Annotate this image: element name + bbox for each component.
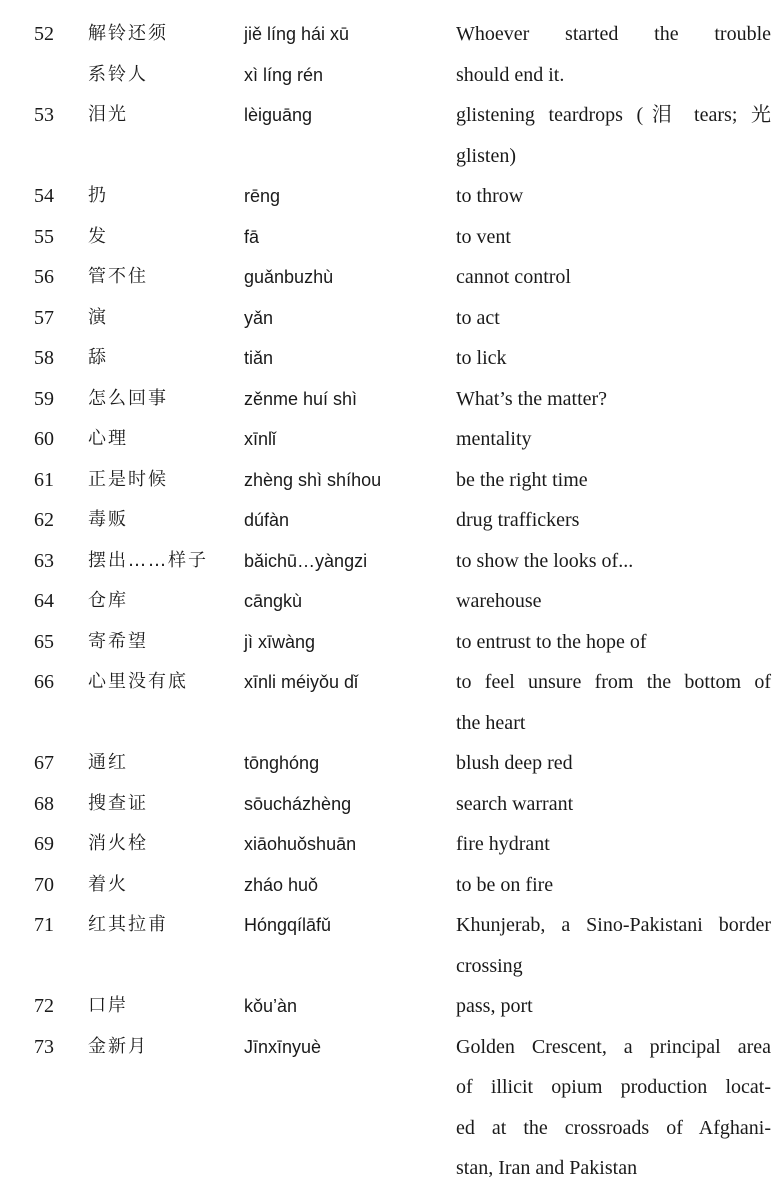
chinese-term xyxy=(88,257,238,298)
pinyin-reading-line: Hóngqílāfǔ xyxy=(244,915,332,935)
pinyin-reading-line: jì xīwàng xyxy=(244,631,316,652)
chinese-term-line: 管不住 xyxy=(88,266,148,287)
chinese-term xyxy=(88,784,238,825)
english-gloss-line: to lick xyxy=(456,347,507,369)
english-gloss-line: glistening teardrops (泪 tears; 光 xyxy=(456,104,771,126)
chinese-term-line: 金新月 xyxy=(88,1035,148,1057)
chinese-term xyxy=(88,338,238,379)
chinese-term xyxy=(88,176,238,217)
vocab-entry xyxy=(0,500,784,541)
english-gloss xyxy=(456,500,771,541)
vocab-entry xyxy=(0,662,784,743)
chinese-term xyxy=(88,743,238,784)
pinyin-reading xyxy=(244,743,449,784)
vocab-entry xyxy=(0,460,784,501)
pinyin-reading xyxy=(244,419,449,460)
chinese-term xyxy=(88,865,238,906)
entry-number: 60 xyxy=(34,428,54,450)
entry-number: 56 xyxy=(34,266,54,288)
entry-number: 63 xyxy=(34,549,54,572)
pinyin-reading xyxy=(244,581,449,622)
english-gloss xyxy=(456,176,771,217)
english-gloss xyxy=(456,541,771,582)
pinyin-reading xyxy=(244,14,449,95)
chinese-term xyxy=(88,500,238,541)
english-gloss-line: the heart xyxy=(456,711,526,734)
pinyin-reading xyxy=(244,784,449,825)
pinyin-reading-line: jiě líng hái xū xyxy=(244,24,350,44)
pinyin-reading xyxy=(244,460,449,501)
vocab-entry xyxy=(0,824,784,865)
chinese-term xyxy=(88,824,238,865)
chinese-term xyxy=(88,581,238,622)
chinese-term-line: 演 xyxy=(88,306,108,328)
english-gloss-line: Whoever started the trouble xyxy=(456,23,771,45)
english-gloss xyxy=(456,298,771,339)
pinyin-reading xyxy=(244,95,449,136)
chinese-term xyxy=(88,662,238,703)
entry-number: 65 xyxy=(34,630,54,653)
entry-number: 54 xyxy=(34,185,54,207)
english-gloss xyxy=(456,1027,771,1189)
english-gloss xyxy=(456,460,771,501)
chinese-term-line: 系铃人 xyxy=(88,63,148,85)
entry-number: 71 xyxy=(34,914,54,936)
english-gloss-line: warehouse xyxy=(456,590,542,612)
chinese-term-line: 口岸 xyxy=(88,995,128,1016)
chinese-term xyxy=(88,541,238,582)
pinyin-reading xyxy=(244,662,449,703)
english-gloss xyxy=(456,217,771,258)
pinyin-reading xyxy=(244,217,449,258)
english-gloss-line: crossing xyxy=(456,954,523,977)
chinese-term xyxy=(88,298,238,339)
chinese-term-line: 搜查证 xyxy=(88,792,148,814)
chinese-term-line: 仓库 xyxy=(88,590,128,611)
english-gloss xyxy=(456,14,771,95)
entry-number: 62 xyxy=(34,509,54,531)
vocab-entry xyxy=(0,257,784,298)
pinyin-reading-line: yǎn xyxy=(244,307,274,328)
pinyin-reading-line: fā xyxy=(244,226,260,247)
entry-number: 73 xyxy=(34,1035,54,1058)
pinyin-reading xyxy=(244,500,449,541)
english-gloss-line: of illicit opium production locat- xyxy=(456,1076,771,1098)
vocab-entry xyxy=(0,784,784,825)
entry-number: 61 xyxy=(34,468,54,491)
english-gloss-line: ed at the crossroads of Afghani- xyxy=(456,1116,771,1139)
pinyin-reading-line: Jīnxīnyuè xyxy=(244,1036,322,1057)
english-gloss xyxy=(456,986,771,1027)
chinese-term xyxy=(88,460,238,501)
chinese-term-line: 怎么回事 xyxy=(88,387,168,409)
english-gloss xyxy=(456,622,771,663)
vocab-entry xyxy=(0,176,784,217)
english-gloss xyxy=(456,905,771,986)
pinyin-reading xyxy=(244,824,449,865)
pinyin-reading xyxy=(244,176,449,217)
pinyin-reading-line: xīnli méiyǒu dǐ xyxy=(244,672,359,692)
entry-number: 59 xyxy=(34,387,54,410)
english-gloss-line: Golden Crescent, a principal area xyxy=(456,1035,771,1058)
vocab-entry xyxy=(0,986,784,1027)
pinyin-reading-line: guǎnbuzhù xyxy=(244,267,334,287)
pinyin-reading xyxy=(244,905,449,946)
vocab-entry xyxy=(0,905,784,986)
pinyin-reading-line: tōnghóng xyxy=(244,753,320,773)
english-gloss xyxy=(456,784,771,825)
english-gloss-line: drug traffickers xyxy=(456,509,580,531)
vocab-entry xyxy=(0,581,784,622)
english-gloss xyxy=(456,865,771,906)
chinese-term xyxy=(88,14,238,95)
vocabulary-list xyxy=(0,14,784,1189)
chinese-term xyxy=(88,419,238,460)
pinyin-reading xyxy=(244,298,449,339)
english-gloss-line: fire hydrant xyxy=(456,833,550,855)
english-gloss-line: search warrant xyxy=(456,792,574,815)
english-gloss-line: Khunjerab, a Sino-Pakistani border xyxy=(456,914,771,936)
pinyin-reading xyxy=(244,865,449,906)
vocab-entry xyxy=(0,338,784,379)
pinyin-reading-line: bǎichū…yàngzi xyxy=(244,550,368,571)
english-gloss-line: to show the looks of... xyxy=(456,549,634,572)
chinese-term-line: 红其拉甫 xyxy=(88,914,168,935)
vocab-entry xyxy=(0,541,784,582)
pinyin-reading-line: dúfàn xyxy=(244,510,290,530)
pinyin-reading xyxy=(244,541,449,582)
entry-number: 57 xyxy=(34,306,54,329)
entry-number: 72 xyxy=(34,995,54,1017)
english-gloss-line: What’s the matter? xyxy=(456,387,608,410)
vocab-entry xyxy=(0,1027,784,1189)
chinese-term xyxy=(88,905,238,946)
chinese-term-line: 寄希望 xyxy=(88,630,148,652)
english-gloss-line: to vent xyxy=(456,225,511,248)
pinyin-reading-line: zháo huǒ xyxy=(244,874,319,895)
pinyin-reading xyxy=(244,986,449,1027)
pinyin-reading-line: zěnme huí shì xyxy=(244,388,358,409)
vocab-entry xyxy=(0,865,784,906)
pinyin-reading xyxy=(244,338,449,379)
english-gloss-line: cannot control xyxy=(456,266,571,288)
english-gloss xyxy=(456,257,771,298)
english-gloss-line: to throw xyxy=(456,185,524,207)
english-gloss xyxy=(456,743,771,784)
chinese-term-line: 着火 xyxy=(88,873,128,895)
pinyin-reading-line: xiāohuǒshuān xyxy=(244,834,357,854)
chinese-term xyxy=(88,986,238,1027)
chinese-term-line: 毒贩 xyxy=(88,509,128,530)
english-gloss-line: stan, Iran and Pakistan xyxy=(456,1157,638,1179)
english-gloss xyxy=(456,338,771,379)
english-gloss-line: to feel unsure from the bottom of xyxy=(456,671,771,693)
english-gloss-line: to act xyxy=(456,306,500,329)
chinese-term-line: 解铃还须 xyxy=(88,23,168,44)
pinyin-reading-line: tiǎn xyxy=(244,348,274,368)
entry-number: 58 xyxy=(34,347,54,369)
entry-number: 67 xyxy=(34,752,54,774)
pinyin-reading xyxy=(244,379,449,420)
chinese-term-line: 舔 xyxy=(88,347,108,368)
vocab-entry xyxy=(0,298,784,339)
english-gloss-line: to entrust to the hope of xyxy=(456,630,647,653)
pinyin-reading-line: sōucházhèng xyxy=(244,793,352,814)
entry-number: 68 xyxy=(34,792,54,815)
chinese-term xyxy=(88,95,238,136)
pinyin-reading xyxy=(244,622,449,663)
chinese-term-line: 发 xyxy=(88,225,108,247)
vocab-entry xyxy=(0,743,784,784)
vocab-entry xyxy=(0,14,784,95)
english-gloss xyxy=(456,419,771,460)
pinyin-reading-line: xì líng rén xyxy=(244,64,324,85)
entry-number: 52 xyxy=(34,23,54,45)
english-gloss xyxy=(456,379,771,420)
english-gloss-line: pass, port xyxy=(456,995,533,1017)
chinese-term xyxy=(88,622,238,663)
chinese-term-line: 消火栓 xyxy=(88,833,148,854)
pinyin-reading-line: zhèng shì shíhou xyxy=(244,469,382,490)
english-gloss xyxy=(456,581,771,622)
english-gloss-line: glisten) xyxy=(456,144,516,167)
pinyin-reading-line: xīnlǐ xyxy=(244,429,277,449)
english-gloss-line: mentality xyxy=(456,428,532,450)
vocab-entry xyxy=(0,95,784,176)
entry-number: 66 xyxy=(34,671,54,693)
pinyin-reading xyxy=(244,257,449,298)
pinyin-reading-line: kǒu’àn xyxy=(244,996,298,1016)
chinese-term-line: 通红 xyxy=(88,752,128,773)
chinese-term-line: 心理 xyxy=(88,428,128,449)
entry-number: 64 xyxy=(34,590,54,612)
chinese-term xyxy=(88,379,238,420)
english-gloss-line: be the right time xyxy=(456,468,588,491)
pinyin-reading xyxy=(244,1027,449,1068)
vocab-entry xyxy=(0,622,784,663)
chinese-term xyxy=(88,1027,238,1068)
english-gloss-line: should end it. xyxy=(456,63,565,86)
chinese-term-line: 正是时候 xyxy=(88,468,168,490)
english-gloss-line: to be on fire xyxy=(456,873,554,896)
entry-number: 55 xyxy=(34,225,54,248)
chinese-term-line: 心里没有底 xyxy=(88,671,188,692)
english-gloss xyxy=(456,824,771,865)
entry-number: 70 xyxy=(34,873,54,896)
english-gloss xyxy=(456,662,771,743)
chinese-term-line: 泪光 xyxy=(88,104,128,125)
english-gloss xyxy=(456,95,771,176)
pinyin-reading-line: lèiguāng xyxy=(244,105,313,125)
chinese-term xyxy=(88,217,238,258)
entry-number: 53 xyxy=(34,104,54,126)
vocab-entry xyxy=(0,419,784,460)
vocab-entry xyxy=(0,217,784,258)
pinyin-reading-line: cāngkù xyxy=(244,591,303,611)
chinese-term-line: 扔 xyxy=(88,185,108,206)
vocab-entry xyxy=(0,379,784,420)
entry-number: 69 xyxy=(34,833,54,855)
english-gloss-line: blush deep red xyxy=(456,752,573,774)
chinese-term-line: 摆出……样子 xyxy=(88,549,208,571)
pinyin-reading-line: rēng xyxy=(244,186,281,206)
